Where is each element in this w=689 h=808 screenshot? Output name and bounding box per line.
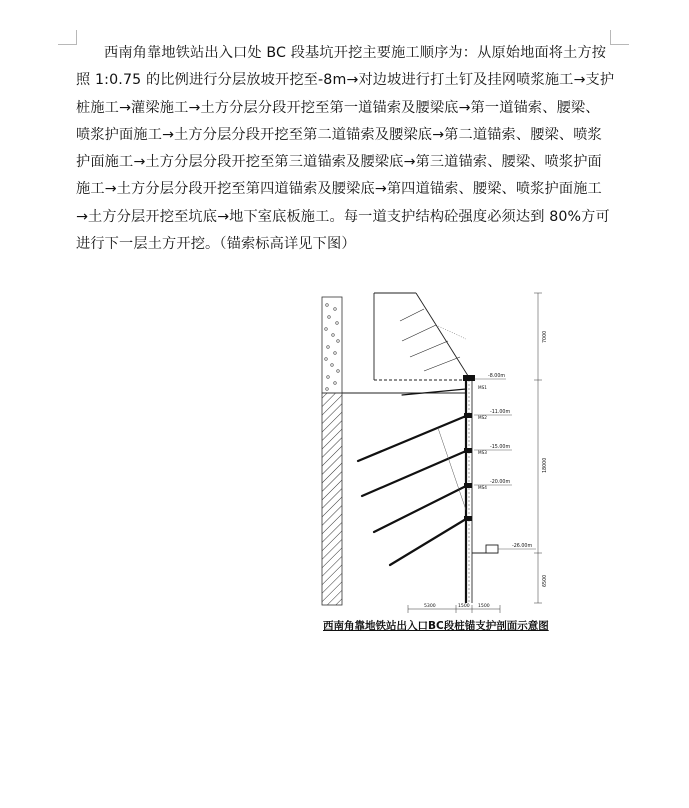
anchor-cables <box>358 389 466 565</box>
upper-slope <box>374 293 470 380</box>
level-label-minus-8: -8.00m <box>488 374 506 379</box>
dimension-middle-height: 18000 <box>543 457 548 473</box>
anchor-label-ms1: MS1 <box>478 385 487 390</box>
paragraph-line-4: 喷浆护面施工→土方分层分段开挖至第二道锚索及腰梁底→第二道锚索、腰梁、喷浆 <box>76 126 602 143</box>
paragraph-line-2: 照 1:0.75 的比例进行分层放坡开挖至-8m→对边坡进行打土钉及挂网喷浆施工→支护 <box>76 72 615 89</box>
excavation-wall <box>342 375 475 603</box>
anchor-labels <box>478 385 487 490</box>
level-label-minus-20: -20.00m <box>490 480 511 485</box>
level-label-minus-11: -11.00m <box>490 410 511 415</box>
construction-sequence-paragraph <box>76 40 616 258</box>
horizontal-dimensions <box>408 603 500 613</box>
anchor-label-ms3: MS3 <box>478 450 487 455</box>
paragraph-line-5: 护面施工→土方分层分段开挖至第三道锚索及腰梁底→第三道锚索、腰梁、喷浆护面 <box>76 154 602 171</box>
dimension-width-3: 1500 <box>478 604 490 609</box>
pit-bottom <box>472 545 498 553</box>
dimension-top-height: 7000 <box>543 330 548 343</box>
level-label-minus-26: -26.00m <box>512 544 533 549</box>
level-label-minus-15: -15.00m <box>490 445 511 450</box>
level-labels <box>474 373 536 549</box>
paragraph-line-6: 施工→土方分层分段开挖至第四道锚索及腰梁底→第四道锚索、腰梁、喷浆护面施工 <box>76 181 602 198</box>
dimension-bottom-height: 6500 <box>543 574 548 587</box>
page-corner-mark-left <box>58 30 77 45</box>
paragraph-line-7: →土方分层开挖至坑底→地下室底板施工。每一道支护结构砼强度必须达到 80%方可 <box>76 208 610 225</box>
paragraph-line-1: 西南角靠地铁站出入口处 BC 段基坑开挖主要施工顺序为：从原始地面将土方按 <box>104 45 607 61</box>
dimension-width-2: 1500 <box>458 604 470 609</box>
figure-caption: 西南角靠地铁站出入口BC段桩锚支护剖面示意图 <box>323 620 549 632</box>
adjacent-structure <box>322 297 342 605</box>
vertical-dimensions <box>534 293 548 603</box>
dimension-width-1: 5300 <box>424 604 436 609</box>
support-section-drawing <box>316 285 556 619</box>
paragraph-line-3: 桩施工→灌梁施工→土方分层分段开挖至第一道锚索及腰梁底→第一道锚索、腰梁、 <box>76 99 600 116</box>
paragraph-line-8: 进行下一层土方开挖。（锚索标高详见下图） <box>76 236 356 253</box>
anchor-label-ms2: MS2 <box>478 415 487 420</box>
anchor-label-ms4: MS4 <box>478 485 487 490</box>
section-drawing-svg <box>316 285 556 615</box>
